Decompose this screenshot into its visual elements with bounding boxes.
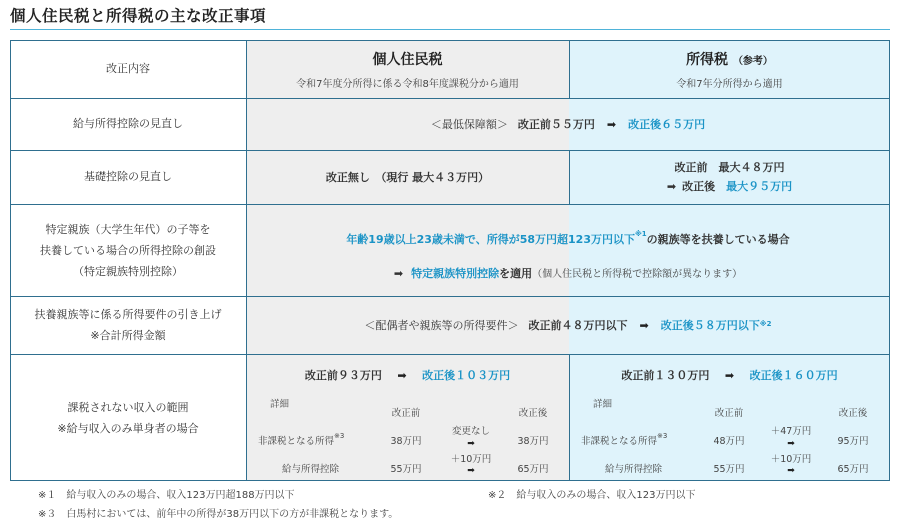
grid-line	[246, 40, 247, 481]
footnote-3: ※３ 白馬村においては、前年中の所得が38万円以下の方が非課税となります。	[38, 509, 399, 520]
grid-line	[10, 204, 890, 205]
arrow-icon: ➡	[393, 267, 404, 280]
row5-income	[569, 354, 890, 481]
detail-header: 詳細	[593, 399, 613, 410]
detail-row2-before: 55万円	[713, 464, 745, 475]
row3-deduction-name: 特定親族特別控除	[411, 267, 500, 280]
grid-line	[569, 150, 570, 204]
row4-prefix: ＜配偶者や親族等の所得要件＞	[364, 319, 519, 332]
row2-resident	[246, 150, 569, 204]
row2-after-line	[667, 177, 792, 196]
detail-row2-label: 給与所得控除	[282, 464, 340, 475]
row4-sup: ※2	[759, 320, 772, 328]
resident-tax-title: 個人住民税	[372, 51, 443, 68]
detail-before-header: 改正前	[714, 408, 744, 419]
row4-label	[10, 296, 246, 354]
row5-label	[10, 354, 246, 481]
row4-after: 改正後５８万円以下	[660, 319, 760, 332]
detail-row1-label-wrap	[258, 433, 344, 447]
row3-content	[246, 204, 890, 296]
grid-line	[10, 480, 890, 481]
arrow-icon: ➡	[467, 439, 475, 449]
row2-before-label: 改正前	[674, 161, 708, 174]
row3-line1	[246, 231, 890, 247]
grid-line	[10, 40, 11, 481]
detail-row1-after: 95万円	[837, 436, 869, 447]
row3-condition: 年齢19歳以上23歳未満で、所得が58万円超123万円以下	[346, 233, 635, 246]
grid-line	[10, 296, 890, 297]
footnote-2: ※２ 給与収入のみの場合、収入123万円以下	[488, 490, 696, 501]
row2-resident-text: 改正無し （現行 最大４３万円）	[325, 171, 490, 184]
grid-line	[10, 98, 890, 99]
row1-label	[10, 98, 246, 150]
grid-line	[569, 354, 570, 481]
detail-row1-before: 48万円	[713, 436, 745, 447]
row2-label	[10, 150, 246, 204]
income-tax-title: 所得税	[686, 51, 729, 68]
detail-row1-label-wrap	[581, 433, 667, 447]
row3-line2	[246, 265, 890, 281]
detail-before-header: 改正前	[391, 408, 421, 419]
row2-after-value: 最大９５万円	[726, 180, 793, 193]
row5-resident-summary	[246, 367, 569, 383]
detail-row1-label: 非課税となる所得	[581, 436, 658, 447]
detail-row2-label: 給与所得控除	[605, 464, 663, 475]
row3-sup: ※1	[634, 230, 647, 238]
income-tax-subtitle: 令和7年分所得から適用	[676, 78, 783, 90]
grid-line	[889, 40, 890, 481]
row1-label-text: 給与所得控除の見直し	[73, 117, 183, 130]
grid-line	[10, 150, 890, 151]
row5-income-before: 改正前１３０万円	[621, 369, 710, 382]
row3-label-line3: （特定親族特別控除）	[73, 264, 183, 278]
detail-after-header: 改正後	[518, 408, 548, 419]
header-col0-text: 改正内容	[106, 62, 150, 75]
row3-apply: を適用	[499, 267, 533, 280]
income-tax-title-wrap	[686, 49, 773, 69]
grid-line	[569, 40, 570, 98]
arrow-icon: ➡	[787, 466, 795, 476]
header-content-label	[10, 40, 246, 98]
detail-row1-change: ＋47万円	[770, 426, 812, 437]
row3-label-line1: 特定親族（大学生年代）の子等を	[45, 222, 211, 236]
reform-table	[10, 40, 890, 481]
detail-row2-change: ＋10万円	[770, 454, 812, 465]
row2-income	[569, 150, 890, 204]
row2-before-value: 最大４８万円	[718, 161, 785, 174]
arrow-icon: ➡	[397, 369, 407, 382]
resident-tax-subtitle: 令和7年度分所得に係る令和8年度課税分から適用	[296, 78, 519, 90]
detail-row2-after: 65万円	[837, 464, 869, 475]
detail-row2-before: 55万円	[390, 464, 422, 475]
arrow-icon: ➡	[467, 466, 475, 476]
detail-row2-after: 65万円	[517, 464, 549, 475]
row1-prefix: ＜最低保障額＞	[430, 118, 508, 131]
row5-label-line1: 課税されない収入の範囲	[67, 400, 189, 414]
arrow-icon: ➡	[606, 117, 617, 131]
detail-row1-label: 非課税となる所得	[258, 436, 335, 447]
row3-label	[10, 204, 246, 296]
row5-resident-before: 改正前９３万円	[304, 369, 382, 382]
header-resident-tax	[246, 40, 569, 98]
grid-line	[10, 40, 890, 41]
grid-line	[10, 354, 890, 355]
income-tax-note: （参考）	[732, 55, 773, 67]
row3-condition-tail: の親族等を扶養している場合	[646, 233, 790, 246]
row5-income-summary	[569, 367, 890, 383]
detail-row1-change: 変更なし	[451, 426, 491, 437]
row4-before: 改正前４８万円以下	[528, 319, 628, 332]
arrow-icon: ➡	[666, 180, 677, 193]
row4-content	[246, 296, 890, 354]
row5-resident	[246, 354, 569, 481]
row3-note: （個人住民税と所得税で控除額が異なります）	[532, 269, 743, 280]
detail-header: 詳細	[270, 399, 290, 410]
row1-before: 改正前５５万円	[517, 118, 595, 131]
page-title: 個人住民税と所得税の主な改正事項	[10, 7, 267, 25]
row4-label-line1: 扶養親族等に係る所得要件の引き上げ	[34, 308, 222, 321]
row1-content	[246, 98, 890, 150]
header-income-tax	[569, 40, 890, 98]
row2-before-line	[675, 158, 785, 177]
detail-row2-change: ＋10万円	[450, 454, 492, 465]
detail-row1-sup: ※3	[657, 432, 668, 440]
title-rule	[10, 29, 890, 30]
arrow-icon: ➡	[639, 318, 649, 332]
row4-label-line2: ※合計所得金額	[90, 329, 166, 342]
row1-after: 改正後６５万円	[628, 118, 706, 131]
row5-income-after: 改正後１６０万円	[749, 369, 838, 382]
arrow-icon: ➡	[787, 439, 795, 449]
row2-label-text: 基礎控除の見直し	[84, 170, 172, 183]
row5-resident-after: 改正後１０３万円	[422, 369, 511, 382]
row5-label-line2: ※給与収入のみ単身者の場合	[57, 421, 199, 435]
detail-row1-sup: ※3	[334, 432, 345, 440]
detail-row1-before: 38万円	[390, 436, 422, 447]
row2-after-label: 改正後	[682, 180, 716, 193]
arrow-icon: ➡	[724, 369, 735, 382]
detail-after-header: 改正後	[838, 408, 868, 419]
footnote-1: ※１ 給与収入のみの場合、収入123万円超188万円以下	[38, 490, 295, 501]
row3-label-line2: 扶養している場合の所得控除の創設	[40, 243, 216, 257]
detail-row1-after: 38万円	[517, 436, 549, 447]
